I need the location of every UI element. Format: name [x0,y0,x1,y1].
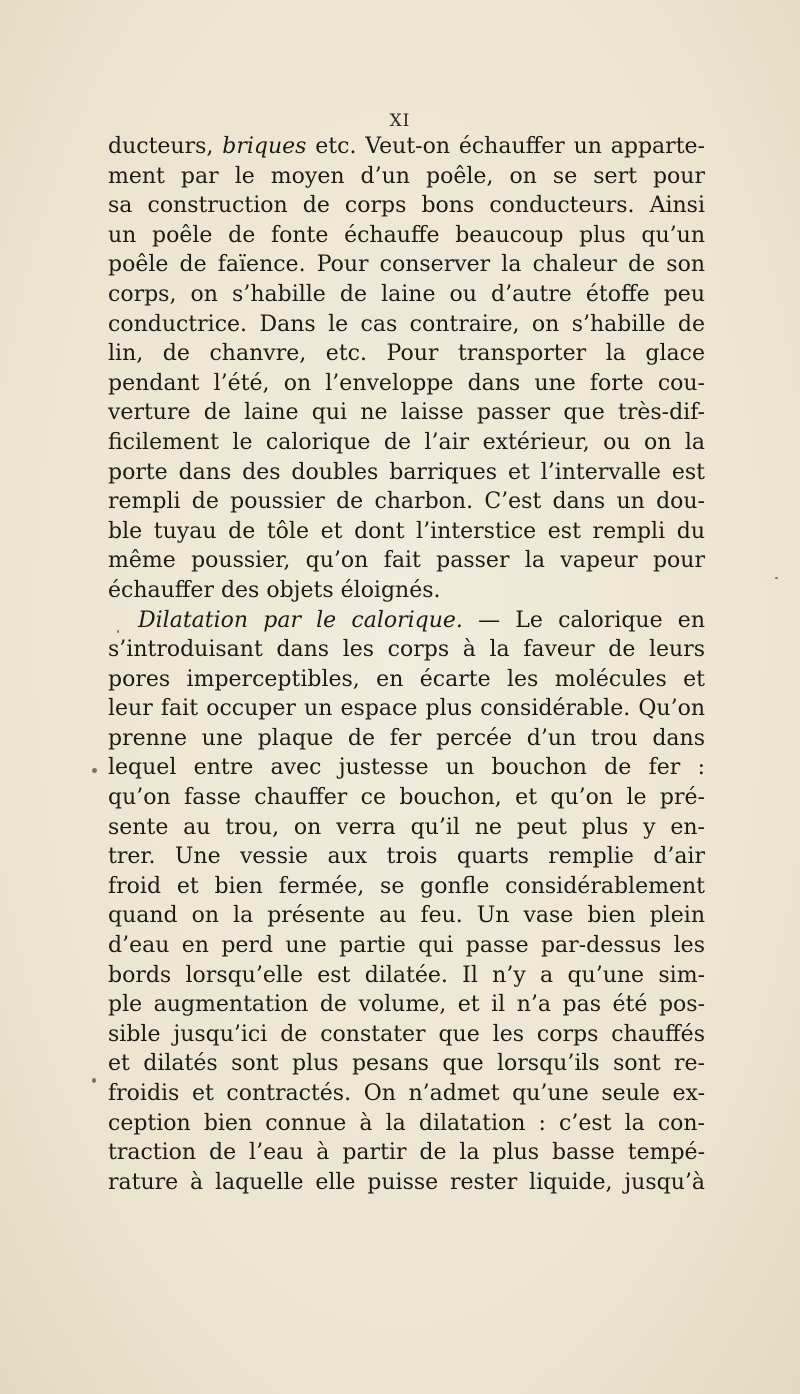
text-line: leur fait occuper un espace plus considérable. Qu’on [108,696,705,722]
text-line: ment par le moyen d’un poêle, on se sert pour [108,163,705,189]
text-line: porte dans des doubles barriques et l’intervalle est [108,459,705,485]
text-line: s’introduisant dans les corps à la faveur de leurs [108,637,705,663]
paper-speck [117,630,119,633]
text-line: verture de laine qui ne laisse passer que très-dif- [108,400,705,426]
text-line: pendant l’été, on l’enveloppe dans une forte cou- [108,370,705,396]
section-heading: Dilatation par le calorique. [138,607,463,633]
text-line: conductrice. Dans le cas contraire, on s’habille de [108,311,705,337]
text-line: traction de l’eau à partir de la plus basse tempé- [108,1140,705,1166]
text-line: qu’on fasse chauffer ce bouchon, et qu’on le pré- [108,785,705,811]
text-line: échauffer des objets éloignés. [108,577,441,603]
text-line: sente au trou, on verra qu’il ne peut plus y en- [108,814,705,840]
text-line: rempli de poussier de charbon. C’est dans un dou- [108,489,705,515]
paper-speck [775,577,778,579]
text-line: même poussier, qu’on fait passer la vapeur pour [108,548,705,574]
text-line: trer. Une vessie aux trois quarts remplie d’air [108,844,705,870]
body-text [108,132,705,1197]
text-line: rature à laquelle elle puisse rester liquide, jusqu’à [108,1169,705,1195]
text-line: corps, on s’habille de laine ou d’autre étoffe peu [108,281,705,307]
text-line: ducteurs, briques etc. Veut-on échauffer un apparte- [108,134,705,159]
text-line: sible jusqu’ici de constater que les corps chauffés [108,1021,705,1047]
text-line: ficilement le calorique de l’air extérieur, ou on la [108,429,705,455]
text-line: prenne une plaque de fer percée d’un trou dans [108,725,705,751]
text-line: un poêle de fonte échauffe beaucoup plus qu’un [108,222,705,248]
text-line: pores imperceptibles, en écarte les molécules et [108,666,705,692]
text-line: et dilatés sont plus pesans que lorsqu’ils sont re- [108,1051,705,1077]
page-number: XI [389,111,411,131]
text-line: froid et bien fermée, se gonfle considérablement [108,873,705,899]
paper-speck [92,1078,96,1083]
text-line: froidis et contractés. On n’admet qu’une seule ex- [108,1081,705,1106]
text-line: quand on la présente au feu. Un vase bien plein [108,903,705,929]
text-line: ception bien connue à la dilatation : c’est la con- [108,1110,705,1136]
text-line: sa construction de corps bons conducteurs. Ainsi [108,193,705,219]
paper-speck [92,768,97,773]
text-line: bords lorsqu’elle est dilatée. Il n’y a qu’une sim- [108,962,705,988]
text-line: ble tuyau de tôle et dont l’interstice est rempli du [108,518,705,544]
section-heading-line: Dilatation par le calorique. — Le calorique en [138,607,705,633]
text-line: d’eau en perd une partie qui passe par-dessus les [108,933,705,959]
text-line: ple augmentation de volume, et il n’a pas été pos- [108,992,705,1018]
text-line: poêle de faïence. Pour conserver la chaleur de son [108,252,705,278]
text-line: lequel entre avec justesse un bouchon de fer : [108,755,705,781]
text-line: lin, de chanvre, etc. Pour transporter la glace [108,341,705,367]
